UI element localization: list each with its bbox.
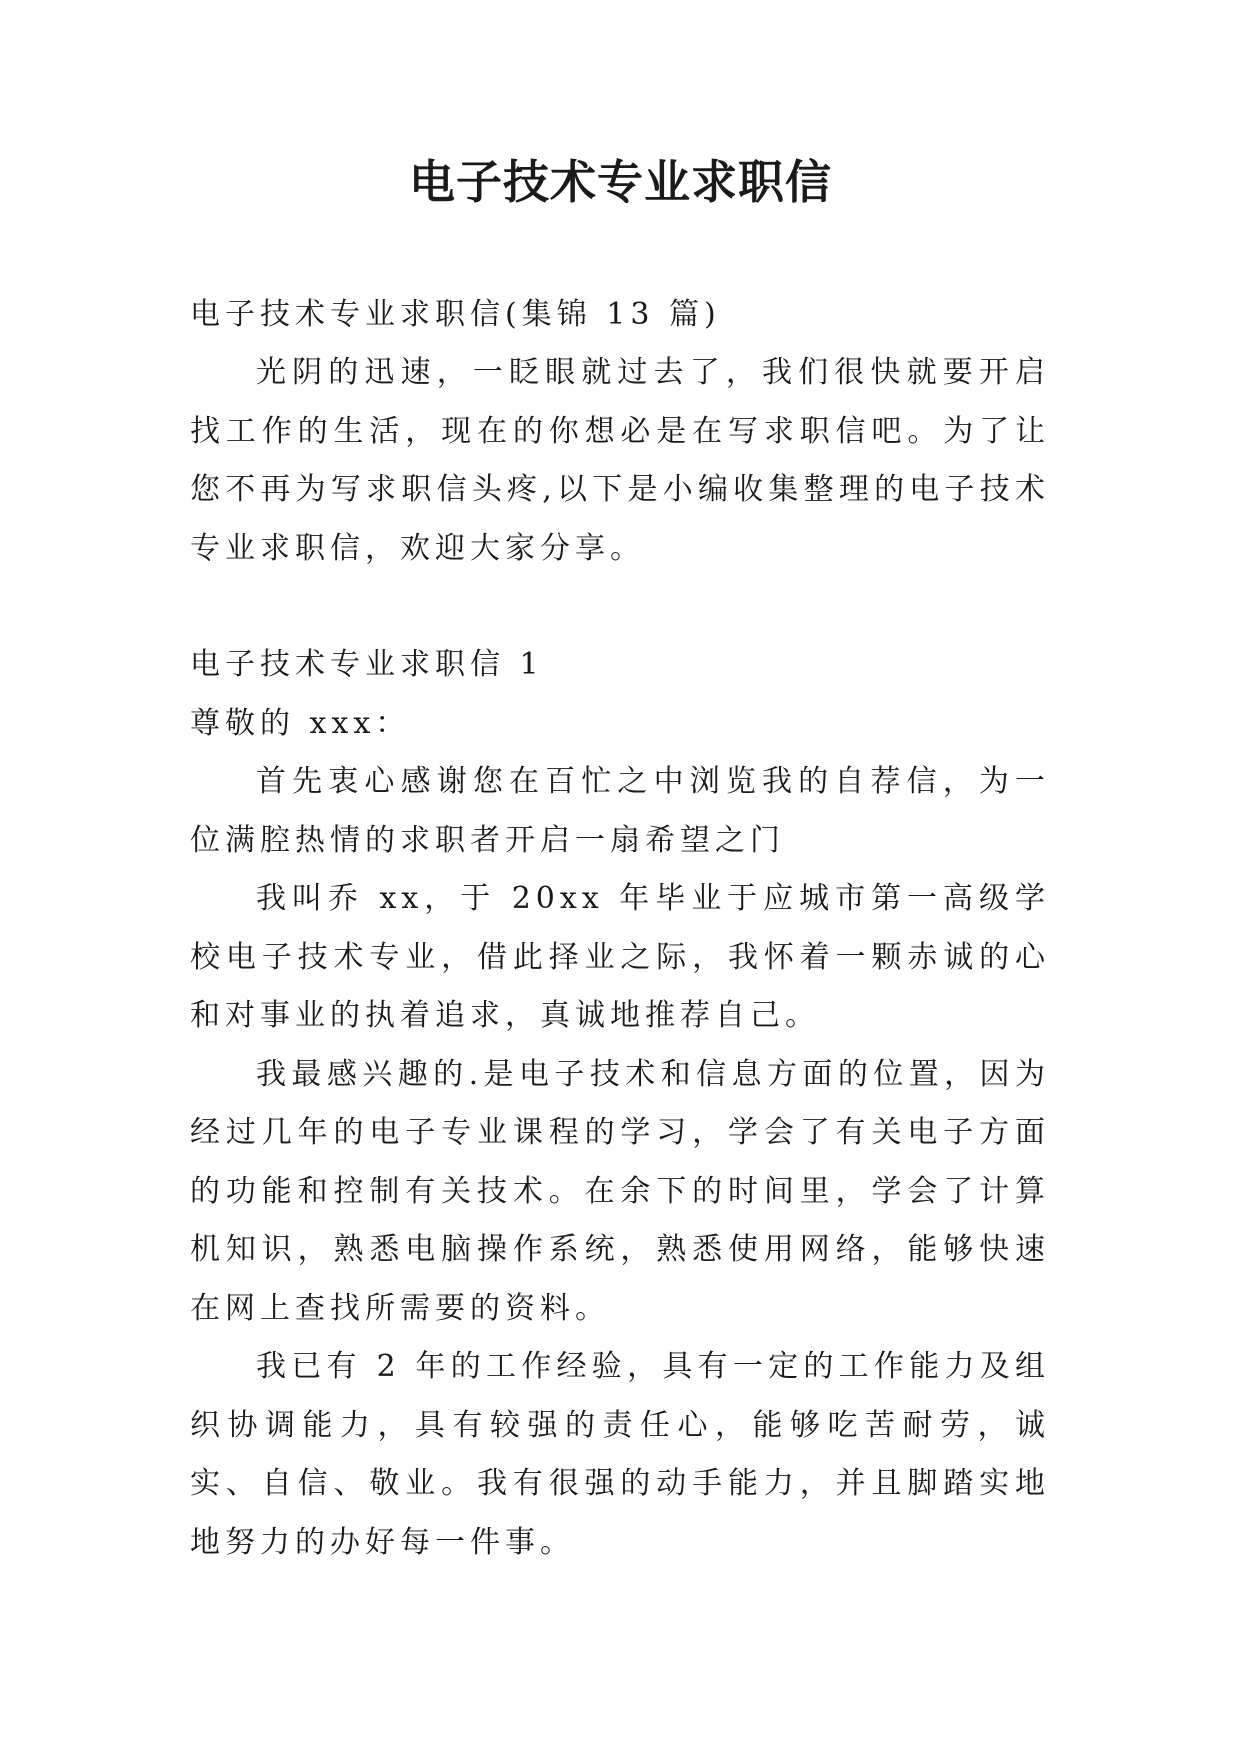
letter-paragraph: 我叫乔 xx，于 20xx 年毕业于应城市第一高级学校电子技术专业，借此择业之际，我怀着一颗赤诚的心和对事业的执着追求，真诚地推荐自己。 (190, 881, 1050, 1033)
intro-paragraph: 光阴的迅速，一眨眼就过去了，我们很快就要开启找工作的生活，现在的你想必是在写求职信吧。为了让您不再为写求职信头疼,以下是小编收集整理的电子技术专业求职信，欢迎大家分享。 (190, 355, 1050, 566)
letter-heading: 电子技术专业求职信 1 (190, 647, 544, 682)
letter-section (190, 636, 1050, 1572)
page-title: 电子技术专业求职信 (409, 155, 832, 209)
document-subtitle: 电子技术专业求职信(集锦 13 篇) (190, 297, 721, 332)
letter-paragraph: 我已有 2 年的工作经验，具有一定的工作能力及组织协调能力，具有较强的责任心，能够吃苦耐劳，诚实、自信、敬业。我有很强的动手能力，并且脚踏实地地努力的办好每一件事。 (190, 1349, 1050, 1560)
letter-paragraph: 首先衷心感谢您在百忙之中浏览我的自荐信，为一位满腔热情的求职者开启一扇希望之门 (190, 764, 1050, 858)
letter-paragraph: 我最感兴趣的.是电子技术和信息方面的位置，因为经过几年的电子专业课程的学习，学会了有关电子方面的功能和控制有关技术。在余下的时间里，学会了计算机知识，熟悉电脑操作系统，熟悉使用网络，能够快速在网上查找所需要的资料。 (190, 1056, 1050, 1326)
letter-salutation: 尊敬的 xxx： (190, 705, 411, 741)
